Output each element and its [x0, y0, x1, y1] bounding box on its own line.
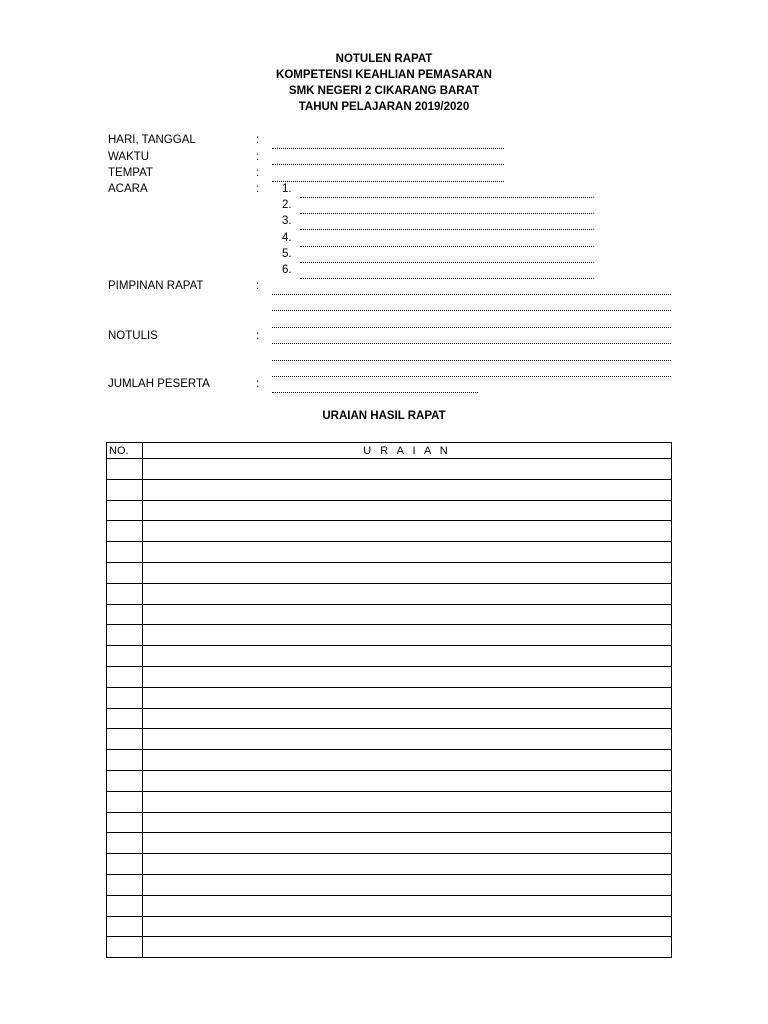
cell-no[interactable] — [107, 708, 143, 729]
cell-no[interactable] — [107, 854, 143, 875]
acara-item-fill-line[interactable] — [300, 197, 594, 198]
table-row — [107, 708, 672, 729]
cell-uraian[interactable] — [143, 562, 672, 583]
table-header-row — [107, 443, 672, 459]
col-header-uraian: U R A I A N — [143, 443, 672, 459]
acara-item-fill-line[interactable] — [300, 262, 594, 263]
table-row — [107, 729, 672, 750]
acara-item-number: 4. — [282, 232, 292, 244]
cell-uraian[interactable] — [143, 833, 672, 854]
label-waktu: WAKTU — [108, 151, 150, 163]
acara-item-number: 5. — [282, 248, 292, 260]
colon: : — [256, 167, 260, 179]
label-acara: ACARA — [108, 183, 148, 195]
table-row — [107, 750, 672, 771]
notulis-fill-line[interactable] — [272, 360, 671, 361]
cell-no[interactable] — [107, 895, 143, 916]
cell-no[interactable] — [107, 479, 143, 500]
acara-item-fill-line[interactable] — [300, 213, 594, 214]
title-line-3: SMK NEGERI 2 CIKARANG BARAT — [288, 85, 480, 97]
cell-no[interactable] — [107, 937, 143, 958]
cell-no[interactable] — [107, 666, 143, 687]
label-notulis: NOTULIS — [108, 330, 158, 342]
cell-no[interactable] — [107, 583, 143, 604]
notulis-fill-line[interactable] — [272, 343, 671, 344]
colon: : — [256, 134, 260, 146]
table-row — [107, 459, 672, 480]
title-line-2: KOMPETENSI KEAHLIAN PEMASARAN — [276, 69, 492, 81]
cell-no[interactable] — [107, 521, 143, 542]
cell-uraian[interactable] — [143, 895, 672, 916]
cell-no[interactable] — [107, 562, 143, 583]
cell-uraian[interactable] — [143, 542, 672, 563]
title-line-1: NOTULEN RAPAT — [335, 53, 433, 65]
table-row — [107, 479, 672, 500]
cell-uraian[interactable] — [143, 937, 672, 958]
uraian-table — [106, 442, 672, 958]
title-line-4: TAHUN PELAJARAN 2019/2020 — [298, 101, 470, 113]
table-row — [107, 874, 672, 895]
cell-no[interactable] — [107, 646, 143, 667]
cell-no[interactable] — [107, 542, 143, 563]
colon: : — [256, 151, 260, 163]
table-row — [107, 770, 672, 791]
pimpinan-fill-line[interactable] — [272, 294, 671, 295]
cell-uraian[interactable] — [143, 583, 672, 604]
table-row — [107, 521, 672, 542]
acara-item-number: 3. — [282, 215, 292, 227]
hari-tanggal-fill-line[interactable] — [272, 148, 504, 149]
label-hari-tanggal: HARI, TANGGAL — [108, 134, 196, 146]
label-tempat: TEMPAT — [108, 167, 153, 179]
cell-uraian[interactable] — [143, 729, 672, 750]
cell-no[interactable] — [107, 770, 143, 791]
tempat-fill-line[interactable] — [272, 181, 504, 182]
jumlah-peserta-fill-line[interactable] — [272, 392, 478, 393]
colon: : — [256, 378, 260, 390]
label-pimpinan-rapat: PIMPINAN RAPAT — [108, 280, 204, 292]
cell-uraian[interactable] — [143, 874, 672, 895]
table-row — [107, 562, 672, 583]
table-row — [107, 500, 672, 521]
table-row — [107, 646, 672, 667]
cell-uraian[interactable] — [143, 854, 672, 875]
table-row — [107, 833, 672, 854]
table-row — [107, 895, 672, 916]
cell-uraian[interactable] — [143, 687, 672, 708]
cell-uraian[interactable] — [143, 750, 672, 771]
table-row — [107, 542, 672, 563]
table-row — [107, 791, 672, 812]
cell-uraian[interactable] — [143, 666, 672, 687]
cell-uraian[interactable] — [143, 791, 672, 812]
table-row — [107, 666, 672, 687]
pimpinan-fill-line[interactable] — [272, 327, 671, 328]
cell-no[interactable] — [107, 916, 143, 937]
cell-no[interactable] — [107, 812, 143, 833]
cell-uraian[interactable] — [143, 604, 672, 625]
cell-uraian[interactable] — [143, 646, 672, 667]
acara-item-number: 6. — [282, 264, 292, 276]
cell-no[interactable] — [107, 604, 143, 625]
cell-no[interactable] — [107, 833, 143, 854]
cell-uraian[interactable] — [143, 708, 672, 729]
table-row — [107, 937, 672, 958]
notulis-fill-line[interactable] — [272, 376, 671, 377]
colon: : — [256, 330, 260, 342]
col-header-no: NO. — [107, 443, 143, 459]
cell-no[interactable] — [107, 750, 143, 771]
cell-uraian[interactable] — [143, 521, 672, 542]
pimpinan-fill-line[interactable] — [272, 310, 671, 311]
cell-uraian[interactable] — [143, 812, 672, 833]
colon: : — [256, 280, 260, 292]
cell-no[interactable] — [107, 791, 143, 812]
acara-item-number: 1. — [282, 183, 292, 195]
table-row — [107, 625, 672, 646]
cell-uraian[interactable] — [143, 479, 672, 500]
table-row — [107, 916, 672, 937]
cell-uraian[interactable] — [143, 625, 672, 646]
acara-item-number: 2. — [282, 199, 292, 211]
cell-no[interactable] — [107, 874, 143, 895]
acara-item-fill-line[interactable] — [300, 229, 594, 230]
cell-no[interactable] — [107, 687, 143, 708]
table-row — [107, 687, 672, 708]
waktu-fill-line[interactable] — [272, 164, 504, 165]
table-row — [107, 604, 672, 625]
acara-item-fill-line[interactable] — [300, 278, 594, 279]
cell-uraian[interactable] — [143, 500, 672, 521]
cell-uraian[interactable] — [143, 459, 672, 480]
colon: : — [256, 183, 260, 195]
table-row — [107, 583, 672, 604]
section-title: URAIAN HASIL RAPAT — [322, 410, 446, 422]
cell-uraian[interactable] — [143, 916, 672, 937]
cell-no[interactable] — [107, 459, 143, 480]
table-row — [107, 812, 672, 833]
label-jumlah-peserta: JUMLAH PESERTA — [108, 378, 210, 390]
cell-no[interactable] — [107, 625, 143, 646]
table-row — [107, 854, 672, 875]
cell-no[interactable] — [107, 500, 143, 521]
cell-uraian[interactable] — [143, 770, 672, 791]
acara-item-fill-line[interactable] — [300, 246, 594, 247]
cell-no[interactable] — [107, 729, 143, 750]
